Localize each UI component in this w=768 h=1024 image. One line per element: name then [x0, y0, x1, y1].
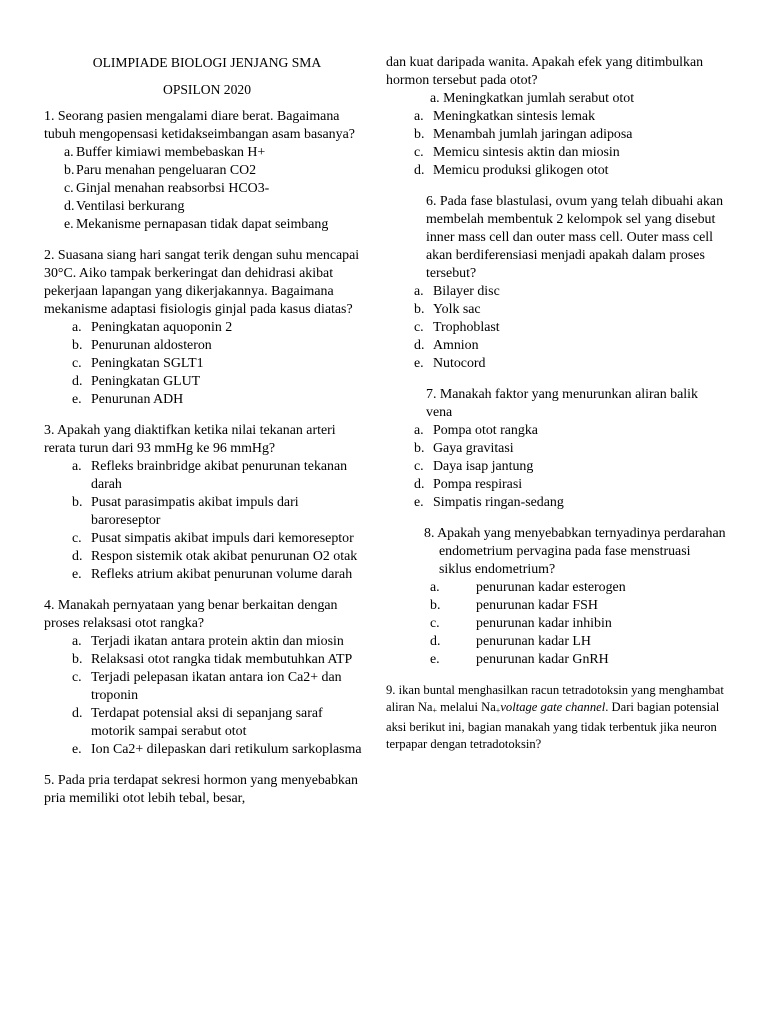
- option: [386, 597, 726, 615]
- option-letter: a.: [430, 580, 440, 595]
- option: [44, 180, 370, 198]
- option: [44, 319, 370, 337]
- option-list: [44, 319, 370, 409]
- option-letter: a.: [414, 109, 424, 124]
- option-letter: c.: [414, 459, 424, 474]
- option-letter: a.: [72, 634, 82, 649]
- option-letter: d.: [414, 477, 425, 492]
- option-text: Daya isap jantung: [433, 459, 534, 474]
- option-letter: c.: [414, 145, 424, 160]
- option-letter: a.: [414, 423, 424, 438]
- option-letter: b.: [430, 598, 441, 613]
- option-letter: b.: [414, 302, 425, 317]
- question-stem: 5. Pada pria terdapat sekresi hormon yang menyebabkan pria memiliki otot lebih tebal, besar,: [44, 773, 358, 806]
- option: [44, 494, 370, 530]
- question-stem: 2. Suasana siang hari sangat terik dengan suhu mencapai 30°C. Aiko tampak berkeringat dan dehidrasi akibat pekerjaan lapangan yang dikerjakannya. Bagaimana mekanisme adaptasi fisiologis ginjal pada kasus diatas?: [44, 248, 360, 317]
- option-text: penurunan kadar GnRH: [476, 652, 609, 667]
- option: [386, 476, 726, 494]
- option-text: Terjadi pelepasan ikatan antara ion Ca2+ dan troponin: [91, 670, 342, 703]
- option-letter: b.: [414, 441, 425, 456]
- option: [44, 162, 370, 180]
- option-text: Simpatis ringan-sedang: [433, 495, 564, 510]
- stem-italic-term: voltage gate channel: [500, 700, 606, 714]
- option: [386, 337, 726, 355]
- option-text: Pompa respirasi: [433, 477, 523, 492]
- question-3: [44, 422, 370, 584]
- option-letter: b.: [72, 338, 83, 353]
- option: [44, 530, 370, 548]
- option-letter: a.: [64, 145, 74, 160]
- option-text: Respon sistemik otak akibat penurunan O2 otak: [91, 549, 358, 564]
- option: a. Meningkatkan jumlah serabut otot: [430, 91, 635, 106]
- option: [386, 494, 726, 512]
- option-text: penurunan kadar inhibin: [476, 616, 612, 631]
- option-text: Peningkatan aquoponin 2: [91, 320, 233, 335]
- option-letter: a.: [72, 320, 82, 335]
- option: [44, 741, 370, 759]
- question-stem: 6. Pada fase blastulasi, ovum yang telah dibuahi akan membelah membentuk 2 kelompok sel yang disebut inner mass cell dan outer mass cell. Outer mass cell akan berdiferensiasi menjadi apakah dalam proses tersebut?: [426, 194, 724, 281]
- option-letter: d.: [414, 338, 425, 353]
- option: [386, 126, 726, 144]
- question-stem: 3. Apakah yang diaktifkan ketika nilai tekanan arteri rerata turun dari 93 mmHg ke 96 mmHg?: [44, 423, 336, 456]
- option-list: [386, 422, 726, 512]
- question-7: [386, 386, 726, 512]
- option-list: [386, 108, 726, 180]
- option-text: Pusat parasimpatis akibat impuls dari baroreseptor: [91, 495, 299, 528]
- option-text: Peningkatan SGLT1: [91, 356, 204, 371]
- option-letter: e.: [414, 495, 424, 510]
- question-stem: 7. Manakah faktor yang menurunkan aliran balik vena: [426, 387, 698, 420]
- question-2: [44, 247, 370, 409]
- option-text: Buffer kimiawi membebaskan H+: [76, 145, 266, 160]
- option: [386, 355, 726, 373]
- option-text: Ion Ca2+ dilepaskan dari retikulum sarkoplasma: [91, 742, 362, 757]
- option: [44, 337, 370, 355]
- option: [44, 548, 370, 566]
- question-stem: 8. Apakah yang menyebabkan ternyadinya perdarahan endometrium pervagina pada fase menstruasi siklus endometrium?: [424, 526, 726, 577]
- option-text: Memicu sintesis aktin dan miosin: [433, 145, 620, 160]
- option-letter: c.: [72, 356, 82, 371]
- question-6: [386, 193, 726, 373]
- question-stem: 4. Manakah pernyataan yang benar berkaitan dengan proses relaksasi otot rangka?: [44, 598, 338, 631]
- option-text: Relaksasi otot rangka tidak membutuhkan ATP: [91, 652, 353, 667]
- subscript-plus: +: [432, 706, 438, 715]
- option-letter: d.: [72, 706, 83, 721]
- option: [44, 216, 370, 234]
- option-letter: e.: [72, 742, 82, 757]
- right-column: [386, 54, 726, 766]
- option-letter: d.: [430, 634, 441, 649]
- option-letter: b.: [72, 495, 83, 510]
- option: [386, 579, 726, 597]
- question-5-part-2: [386, 54, 726, 180]
- option-text: Terjadi ikatan antara protein aktin dan miosin: [91, 634, 344, 649]
- option-list: [386, 579, 726, 669]
- option: [386, 108, 726, 126]
- option-text: Terdapat potensial aksi di sepanjang saraf motorik sampai serabut otot: [91, 706, 323, 739]
- option: [44, 651, 370, 669]
- option-letter: d.: [64, 199, 75, 214]
- option-text: Yolk sac: [433, 302, 481, 317]
- option: [44, 373, 370, 391]
- option-list: [386, 283, 726, 373]
- option-text: penurunan kadar FSH: [476, 598, 598, 613]
- option-letter: b.: [72, 652, 83, 667]
- option: [386, 633, 726, 651]
- option: [44, 355, 370, 373]
- option: [386, 162, 726, 180]
- option-text: Nutocord: [433, 356, 486, 371]
- option: [386, 615, 726, 633]
- question-stem: dan kuat daripada wanita. Apakah efek yang ditimbulkan hormon tersebut pada otot?: [386, 55, 704, 88]
- option: [44, 705, 370, 741]
- option: [386, 144, 726, 162]
- option-letter: c.: [72, 670, 82, 685]
- option-letter: d.: [72, 549, 83, 564]
- document-title: OLIMPIADE BIOLOGI JENJANG SMA: [92, 55, 322, 70]
- option: [44, 144, 370, 162]
- option-letter: e.: [72, 567, 82, 582]
- document-subtitle: OPSILON 2020: [163, 82, 251, 97]
- question-1: [44, 108, 370, 234]
- option-letter: e.: [430, 652, 440, 667]
- option-letter: c.: [64, 181, 74, 196]
- stem-text: melalui Na: [437, 700, 496, 714]
- option: [44, 198, 370, 216]
- question-9: [386, 682, 726, 753]
- question-4: [44, 597, 370, 759]
- option-list: [44, 633, 370, 759]
- option-text: Ventilasi berkurang: [76, 199, 185, 214]
- option: [44, 458, 370, 494]
- option: [44, 566, 370, 584]
- option: [386, 422, 726, 440]
- option: [386, 283, 726, 301]
- option-text: Pusat simpatis akibat impuls dari kemoreseptor: [91, 531, 354, 546]
- stem-text: 9. ikan buntal menghasilkan racun tetradotoksin yang menghambat aliran Na: [386, 683, 724, 714]
- option-letter: b.: [64, 163, 75, 178]
- option-text: Refleks atrium akibat penurunan volume darah: [91, 567, 353, 582]
- option: [386, 301, 726, 319]
- option-text: penurunan kadar LH: [476, 634, 591, 649]
- option: [386, 458, 726, 476]
- option-text: Penurunan aldosteron: [91, 338, 212, 353]
- option-letter: a.: [72, 459, 82, 474]
- question-stem: 1. Seorang pasien mengalami diare berat. Bagaimana tubuh mengopensasi ketidakseimbangan asam basanya?: [44, 109, 355, 142]
- option-text: Meningkatkan sintesis lemak: [433, 109, 596, 124]
- question-stem: [386, 682, 726, 753]
- option-text: Amnion: [433, 338, 479, 353]
- option-letter: c.: [72, 531, 82, 546]
- option: [386, 440, 726, 458]
- option-text: Trophoblast: [433, 320, 500, 335]
- option-text: Pompa otot rangka: [433, 423, 538, 438]
- option-text: Memicu produksi glikogen otot: [433, 163, 609, 178]
- option-text: Paru menahan pengeluaran CO2: [76, 163, 257, 178]
- option: [386, 651, 726, 669]
- option-text: penurunan kadar esterogen: [476, 580, 626, 595]
- option-text: Refleks brainbridge akibat penurunan tekanan darah: [91, 459, 348, 492]
- option-text: Ginjal menahan reabsorbsi HCO3-: [76, 181, 270, 196]
- option-letter: c.: [430, 616, 440, 631]
- option-text: Peningkatan GLUT: [91, 374, 201, 389]
- option: [386, 319, 726, 337]
- option-letter: e.: [64, 217, 74, 232]
- option-text: Gaya gravitasi: [433, 441, 514, 456]
- question-5-part-1: [44, 772, 370, 808]
- option-letter: d.: [72, 374, 83, 389]
- option-text: Bilayer disc: [433, 284, 500, 299]
- option-list: [44, 458, 370, 584]
- option: [44, 669, 370, 705]
- option-text: Menambah jumlah jaringan adiposa: [433, 127, 633, 142]
- option-text: Penurunan ADH: [91, 392, 184, 407]
- left-column: [44, 54, 370, 821]
- option-letter: b.: [414, 127, 425, 142]
- option-letter: c.: [414, 320, 424, 335]
- subscript-plus: +: [495, 706, 501, 715]
- option-letter: e.: [72, 392, 82, 407]
- option-letter: e.: [414, 356, 424, 371]
- option-letter: d.: [414, 163, 425, 178]
- option: [44, 633, 370, 651]
- option-letter: a.: [414, 284, 424, 299]
- question-8: [386, 525, 726, 669]
- stem-text: . Dari bagian potensial aksi berikut ini, bagian manakah yang tidak terbentuk jika neuron terpapar dengan tetradotoksin?: [386, 700, 720, 751]
- option: [44, 391, 370, 409]
- option-list: [44, 144, 370, 234]
- option-text: Mekanisme pernapasan tidak dapat seimbang: [76, 217, 329, 232]
